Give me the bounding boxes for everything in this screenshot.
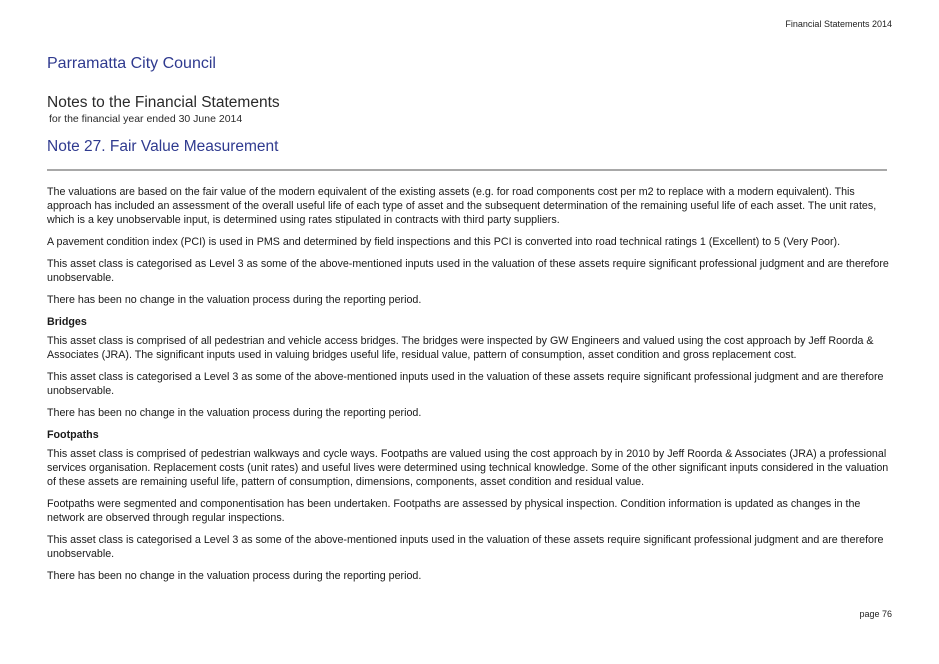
intro-paragraph: There has been no change in the valuation process during the reporting period.: [47, 294, 422, 306]
intro-paragraph: This asset class is categorised as Level 3 as some of the above-mentioned inputs used in the valuation of these assets require significant professional judgment and are therefore unobservable.: [47, 258, 889, 284]
bridges-paragraph: This asset class is comprised of all pedestrian and vehicle access bridges. The bridges were inspected by GW Engineers and valued using the cost approach by Jeff Roorda & Associates (JRA). The significant inputs used in valuing bridges useful life, residual value, pattern of consumption, asset condition and gross replacement cost.: [47, 335, 874, 361]
footpaths-paragraph: This asset class is comprised of pedestrian walkways and cycle ways. Footpaths are valued using the cost approach by in 2010 by Jeff Roorda & Associates (JRA) a professional services organisation. Replacement costs (unit rates) and useful lives were determined using technical knowledge. Some of the other significant inputs considered in the valuation of these assets are remaining useful life, pattern of consumption, dimensions, components, asset condition and residual value.: [47, 448, 889, 488]
page-number: page 76: [859, 609, 892, 619]
notes-subtitle: for the financial year ended 30 June 2014: [49, 113, 243, 125]
intro-paragraph: The valuations are based on the fair value of the modern equivalent of the existing assets (e.g. for road components cost per m2 to replace with a modern equivalent). This approach has included an assessment of the overall useful life of each type of asset and the subsequent determination of the remaining useful life of each asset. The unit rates, which is a key unobservable input, is determined using rates stipulated in contracts with third party suppliers.: [47, 186, 877, 226]
bridges-paragraph: This asset class is categorised a Level 3 as some of the above-mentioned inputs used in the valuation of these assets require significant professional judgment and are therefore unobservable.: [47, 371, 884, 397]
footpaths-paragraph: There has been no change in the valuation process during the reporting period.: [47, 570, 422, 582]
heading-divider: [47, 169, 887, 171]
organisation-title: Parramatta City Council: [47, 55, 216, 72]
report-title: Financial Statements 2014: [785, 19, 892, 29]
section-heading-footpaths: Footpaths: [47, 429, 99, 441]
section-heading-bridges: Bridges: [47, 316, 87, 328]
note-heading: Note 27. Fair Value Measurement: [47, 138, 279, 155]
footpaths-paragraph: Footpaths were segmented and componentisation has been undertaken. Footpaths are assessed by physical inspection. Condition information is updated as changes in the network are observed through regular inspections.: [47, 498, 861, 524]
bridges-paragraph: There has been no change in the valuation process during the reporting period.: [47, 407, 422, 419]
notes-title: Notes to the Financial Statements: [47, 94, 280, 111]
footpaths-paragraph: This asset class is categorised a Level 3 as some of the above-mentioned inputs used in the valuation of these assets require significant professional judgment and are therefore unobservable.: [47, 534, 884, 560]
document-body: [47, 185, 895, 591]
intro-paragraph: A pavement condition index (PCI) is used in PMS and determined by field inspections and this PCI is converted into road technical ratings 1 (Excellent) to 5 (Very Poor).: [47, 236, 841, 248]
